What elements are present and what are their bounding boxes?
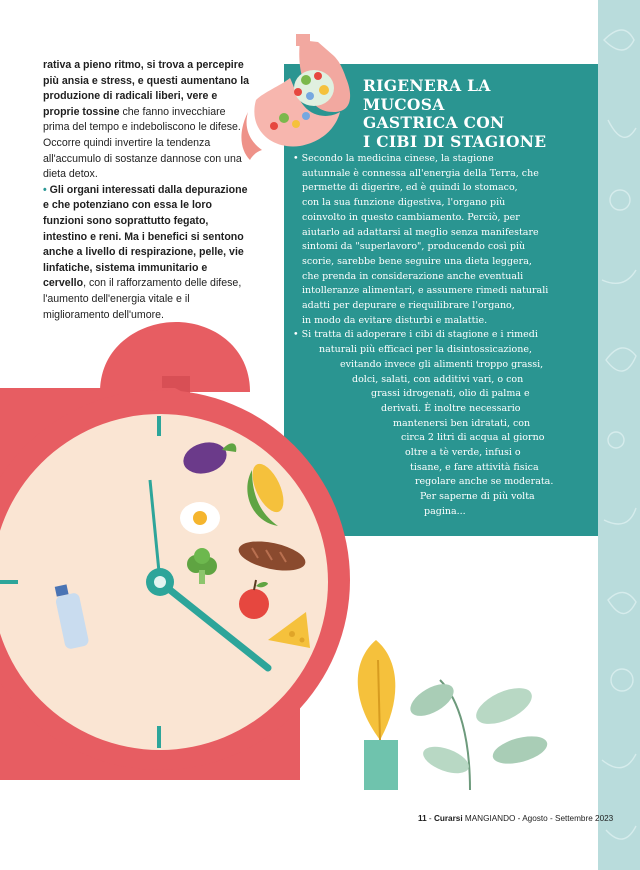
box-body-line: grassi idrogenati, olio di palma e [371, 388, 530, 400]
leaves-icon [405, 678, 550, 790]
box-body-line: • Si tratta di adoperare i cibi di stagione e i rimedi [293, 329, 538, 341]
box-body-line: Per saperne di più volta [420, 491, 535, 503]
magazine-name: Curarsi [433, 814, 463, 823]
box-body-line: scorie, sarebbe bene seguire una dieta leggera, [302, 255, 532, 267]
box-body-line: circa 2 litri di acqua al giorno [401, 432, 545, 444]
egg-icon [180, 502, 220, 534]
box-body-line: derivati. È inoltre necessario [381, 402, 521, 414]
paragraph-2-regular: , con il rafforzamento delle difese, l'aumento dell'energia vitale e il miglioramento dell'umore. [43, 277, 242, 321]
box-title-line: GASTRICA CON [363, 113, 505, 132]
box-body-line: pagina... [424, 505, 466, 517]
box-body-line: evitando invece gli alimenti troppo grassi, [340, 358, 544, 370]
box-body-line: che prenda in considerazione anche eventuali [302, 270, 524, 282]
box-body-line: sintomi da "superlavoro", producendo così più [302, 241, 526, 253]
box-title [363, 77, 573, 151]
footer-separator: - [426, 814, 434, 823]
box-body-line: con la sua funzione digestiva, l'organo più [302, 197, 506, 209]
paragraph-1-bold: rativa a pieno ritmo, si trova a percepire più ansia e stress, e questi aumentano la produzione di radicali liberi, vere e proprie tossine [43, 59, 250, 118]
box-body-line: tisane, e fare attività fisica [410, 461, 539, 473]
box-body-line: adatti per depurare e riequilibrare l'organo, [302, 300, 515, 311]
stomach-icon [241, 34, 350, 160]
paragraph-1-regular: che fanno invecchiare prima del tempo e indeboliscono le difese. Occorre quindi invertire la tendenza all'accumulo di sostanze dannose con una dieta detox. [43, 105, 242, 181]
box-body-line: mantenersi ben idratati, con [393, 417, 531, 429]
box-body-line: dolci, salati, con additivi vari, o con [352, 373, 524, 385]
magazine-section: MANGIANDO [462, 814, 516, 823]
box-title-line: RIGENERA LA MUCOSA [363, 76, 491, 114]
box-body-line: in modo da evitare disturbi e malattie. [302, 314, 488, 326]
box-body-line: coinvolto in questo cambiamento. Perciò, per [302, 211, 520, 223]
box-body-line: permette di digerire, ed è quindi lo stomaco, [302, 182, 518, 194]
issue-date: - Agosto - Settembre 2023 [515, 814, 614, 823]
box-body-line: naturali più efficaci per la disintossicazione, [319, 344, 533, 356]
box-body-line: • Secondo la medicina cinese, la stagione [293, 153, 494, 164]
page-number: 11 [418, 814, 427, 823]
page-footer [418, 814, 613, 823]
alarm-clock-icon [0, 322, 350, 780]
plant-icon [358, 640, 398, 790]
bullet-icon: • [43, 183, 47, 196]
box-body-line: regolare anche se moderata. [415, 476, 554, 488]
paragraph-2-bold: Gli organi interessati dalla depurazione e che potenziano con essa le loro funzioni sono soprattutto fegato, intestino e reni. Ma i benefici si sentono anche a livello di respirazione, pelle, vie linfatiche, sistema immunitario e cervello [43, 183, 248, 290]
box-title-line: I CIBI DI STAGIONE [363, 131, 547, 151]
box-body-line: oltre a tè verde, infusi o [405, 447, 521, 458]
box-body-line: autunnale è connessa all'energia della Terra, che [302, 167, 539, 179]
box-body-line: aiutarlo ad adattarsi al meglio senza manifestare [302, 226, 539, 238]
box-body-line: intolleranze alimentari, e assumere rimedi naturali [302, 285, 549, 297]
